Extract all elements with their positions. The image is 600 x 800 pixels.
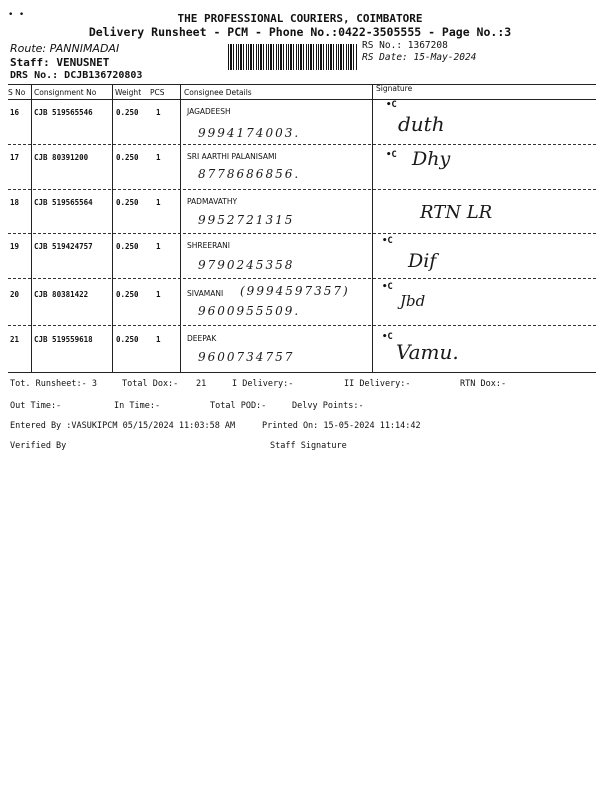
row-signature-mark: •C xyxy=(382,236,393,246)
row-signature: Dif xyxy=(408,250,437,272)
row-consignment: CJB 519565564 xyxy=(34,198,93,207)
row-signature: Vamu. xyxy=(396,340,459,364)
row-pcs: 1 xyxy=(156,335,161,344)
row-consignment: CJB 80391200 xyxy=(34,153,89,162)
row-sno: 16 xyxy=(10,108,20,117)
row-pcs: 1 xyxy=(156,242,161,251)
corner-mark: • • xyxy=(8,10,25,20)
col-consignment-header: Consignment No xyxy=(34,88,97,97)
row-consignee-name: DEEPAK xyxy=(187,334,217,343)
runsheet-title: Delivery Runsheet - PCM - Phone No.:0422-3505555 - Page No.:3 xyxy=(88,25,512,39)
row-separator xyxy=(8,144,596,145)
company-title: THE PROFESSIONAL COURIERS, COIMBATORE xyxy=(177,12,423,25)
table-bottom-rule xyxy=(8,372,596,373)
row-signature: Dhy xyxy=(412,148,451,170)
row-signature-mark: •C xyxy=(386,100,397,110)
col-consignee-header: Consignee Details xyxy=(184,88,252,97)
row-sno: 19 xyxy=(10,242,20,251)
row-weight: 0.250 xyxy=(116,335,139,344)
row-weight: 0.250 xyxy=(116,153,139,162)
row-phone-handwritten-alt: 9600955509. xyxy=(198,304,301,318)
row-consignment: CJB 519565546 xyxy=(34,108,93,117)
row-weight: 0.250 xyxy=(116,290,139,299)
row-consignment: CJB 519559618 xyxy=(34,335,93,344)
row-separator xyxy=(8,233,596,234)
row-weight: 0.250 xyxy=(116,108,139,117)
col-divider xyxy=(31,84,32,372)
rs-date: RS Date: 15-May-2024 xyxy=(362,52,477,63)
tot-runsheet: Tot. Runsheet:- 3 xyxy=(10,379,97,389)
verified-by: Verified By xyxy=(10,441,67,451)
row-separator xyxy=(8,325,596,326)
row-signature: duth xyxy=(398,112,445,136)
row-pcs: 1 xyxy=(156,108,161,117)
staff-label: Staff: VENUSNET xyxy=(10,56,110,69)
row-pcs: 1 xyxy=(156,153,161,162)
total-pod: Total POD:- xyxy=(210,401,267,411)
row-pcs: 1 xyxy=(156,198,161,207)
drs-number: DRS No.: DCJB136720803 xyxy=(10,70,143,81)
row-signature-mark: •C xyxy=(382,282,393,292)
row-signature-mark: •C xyxy=(382,332,393,342)
row-consignment: CJB 519424757 xyxy=(34,242,93,251)
row-sno: 20 xyxy=(10,290,20,299)
row-consignee-name: SIVAMANI xyxy=(187,289,224,298)
out-time: Out Time:- xyxy=(10,401,62,411)
table-header-rule xyxy=(8,99,596,100)
in-time: In Time:- xyxy=(114,401,161,411)
total-dox-value: 21 xyxy=(196,379,207,389)
row-sno: 21 xyxy=(10,335,20,344)
rtn-dox: RTN Dox:- xyxy=(460,379,507,389)
entered-by: Entered By :VASUKIPCM 05/15/2024 11:03:58 AM xyxy=(10,421,236,431)
row-pcs: 1 xyxy=(156,290,161,299)
rs-number: RS No.: 1367208 xyxy=(362,40,448,51)
row-consignee-name: PADMAVATHY xyxy=(187,197,238,206)
row-weight: 0.250 xyxy=(116,242,139,251)
total-dox-label: Total Dox:- xyxy=(122,379,179,389)
row-signature: RTN LR xyxy=(420,202,493,223)
row-phone-handwritten: 9994174003. xyxy=(198,126,301,140)
row-signature-mark: •C xyxy=(386,150,397,160)
col-divider xyxy=(372,84,373,372)
col-divider xyxy=(180,84,181,372)
row-phone-handwritten: 9952721315 xyxy=(198,213,295,227)
row-signature: Jbd xyxy=(400,292,426,310)
row-phone-handwritten: 8778686856. xyxy=(198,167,301,181)
row-phone-handwritten: 9600734757 xyxy=(198,350,295,364)
delvy-points: Delvy Points:- xyxy=(292,401,364,411)
ii-delivery: II Delivery:- xyxy=(344,379,411,389)
table-top-rule xyxy=(8,84,596,85)
row-separator xyxy=(8,189,596,190)
row-consignee-name: SHREERANI xyxy=(187,241,230,250)
staff-signature: Staff Signature xyxy=(270,441,347,451)
route-label: Route: PANNIMADAI xyxy=(10,42,120,55)
row-consignment: CJB 80381422 xyxy=(34,290,89,299)
row-phone-handwritten: (9994597357) xyxy=(240,284,350,298)
col-divider xyxy=(112,84,113,372)
row-sno: 18 xyxy=(10,198,20,207)
i-delivery: I Delivery:- xyxy=(232,379,294,389)
row-consignee-name: JAGADEESH xyxy=(187,107,231,116)
row-phone-handwritten: 9790245358 xyxy=(198,258,295,272)
col-signature-header: Signature xyxy=(376,84,413,93)
row-sno: 17 xyxy=(10,153,20,162)
printed-on: Printed On: 15-05-2024 11:14:42 xyxy=(262,421,421,431)
row-consignee-name: SRI AARTHI PALANISAMI xyxy=(187,152,277,161)
col-sno-header: S No xyxy=(8,88,26,97)
barcode xyxy=(228,44,358,70)
row-separator xyxy=(8,278,596,279)
col-pcs-header: PCS xyxy=(150,88,165,97)
col-weight-header: Weight xyxy=(115,88,142,97)
row-weight: 0.250 xyxy=(116,198,139,207)
